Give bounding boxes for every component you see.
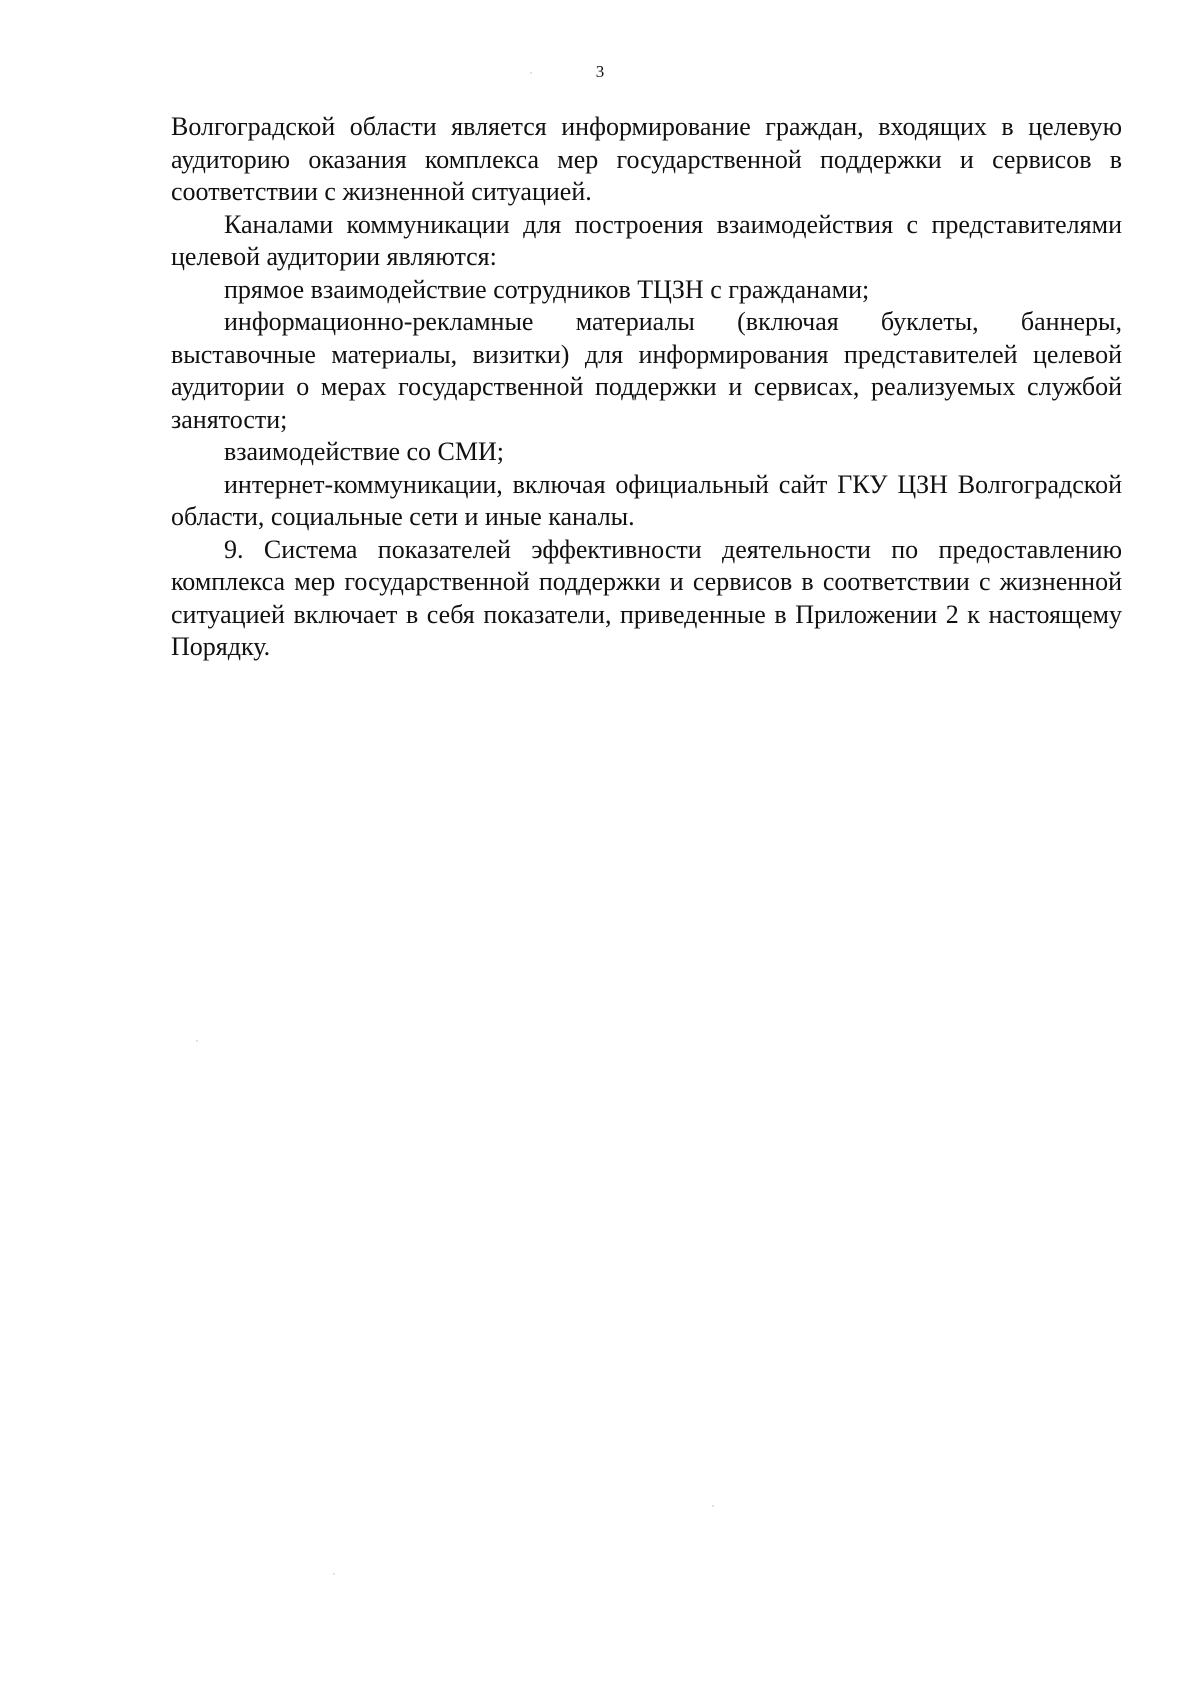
scan-artifact <box>530 72 532 74</box>
paragraph-channel-internet: интернет-коммуникации, включая официальный сайт ГКУ ЦЗН Волгоградской области, социальные сети и иные каналы. <box>171 469 1122 531</box>
paragraph-continuation: Волгоградской области является информирование граждан, входящих в целевую аудиторию оказания комплекса мер государственной поддержки и сервисов в соответствии с жизненной ситуацией. <box>171 112 1122 206</box>
scan-artifact <box>333 1573 335 1575</box>
scan-artifact <box>712 1505 714 1507</box>
scan-artifact <box>196 1040 198 1042</box>
paragraph-channels-intro: Каналами коммуникации для построения взаимодействия с представителями целевой аудитории являются: <box>171 209 1122 271</box>
paragraph-channel-direct: прямое взаимодействие сотрудников ТЦЗН с гражданами; <box>224 274 870 304</box>
document-body <box>171 111 1122 664</box>
page-number: 3 <box>595 62 605 81</box>
paragraph-channel-materials: информационно-рекламные материалы (включая буклеты, баннеры, выставочные материалы, визитки) для информирования представителей целевой аудитории о мерах государственной поддержки и сервисах, реализуемых службой занятости; <box>171 307 1122 434</box>
paragraph-channel-media: взаимодействие со СМИ; <box>224 437 505 466</box>
paragraph-section-9: 9. Система показателей эффективности деятельности по предоставлению комплекса мер государственной поддержки и сервисов в соответствии с жизненной ситуацией включает в себя показатели, приведенные в Приложении 2 к настоящему Порядку. <box>171 534 1122 661</box>
